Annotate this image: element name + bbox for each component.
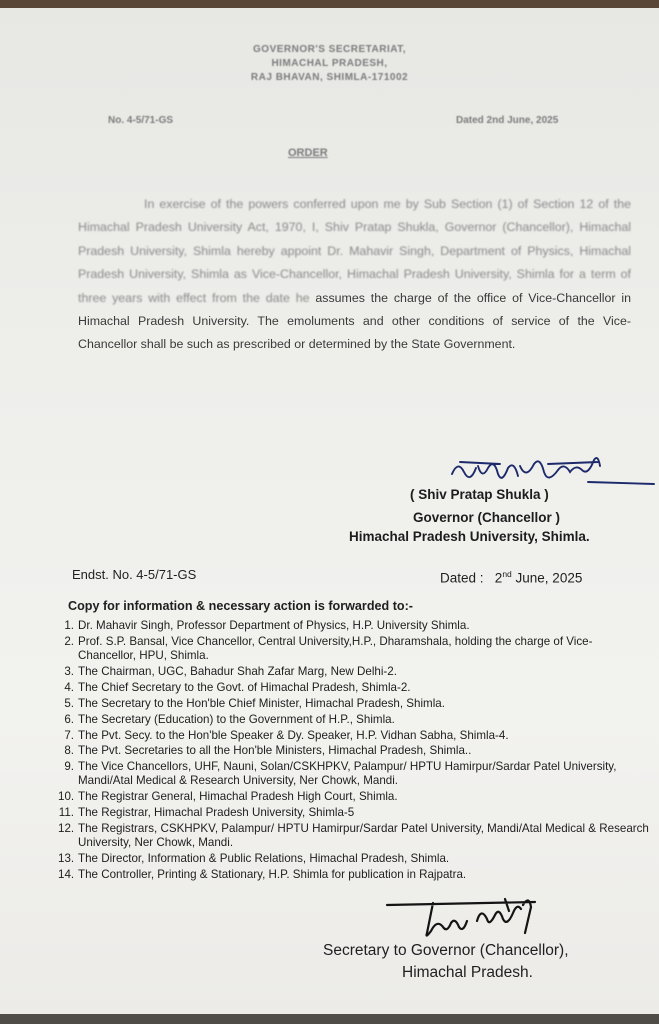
recipient-text: The Controller, Printing & Stationary, H.P. Shimla for publication in Rajpatra. (78, 867, 467, 881)
signatory-name: ( Shiv Pratap Shukla ) (410, 487, 549, 502)
order-date: Dated 2nd June, 2025 (456, 115, 559, 126)
recipient-number: 10. (58, 790, 75, 804)
recipient-number: 11. (58, 806, 74, 820)
letterhead-line-1: GOVERNOR'S SECRETARIAT, (253, 44, 406, 55)
recipient-item (60, 635, 650, 662)
signatory-institution: Himachal Pradesh University, Shimla. (349, 529, 590, 544)
recipient-item (60, 806, 650, 820)
recipient-text: The Director, Information & Public Relations, Himachal Pradesh, Shimla. (78, 851, 450, 865)
recipient-item (60, 697, 650, 711)
recipient-text: The Secretary (Education) to the Government of H.P., Shimla. (78, 712, 395, 726)
recipient-item (60, 744, 650, 758)
recipient-number: 14. (58, 867, 75, 881)
document-page (0, 8, 659, 1014)
order-reference-number: No. 4-5/71-GS (108, 115, 174, 126)
dated-month-year: June, 2025 (511, 570, 583, 586)
recipient-item (60, 822, 650, 849)
order-title: ORDER (288, 147, 328, 159)
recipient-number: 9. (64, 760, 74, 774)
recipient-text: The Vice Chancellors, UHF, Nauni, Solan/CSKHPKV, Palampur/ HPTU Hamirpur/Sardar Patel University, Mandi/Atal Medical & Research University, Ner Chowk, Mandi. (78, 760, 617, 788)
recipient-item (60, 868, 650, 882)
recipient-number: 4. (64, 680, 74, 694)
recipient-number: 7. (64, 728, 74, 742)
endorsement-date (440, 569, 582, 586)
paragraph-clear-text: assumes the charge of the office of Vice-Chancellor in Himachal Pradesh University. The emoluments and other conditions of service of the Vice-Chancellor shall be such as prescribed or determined by the State Government. (78, 290, 631, 352)
recipient-text: The Registrars, CSKHPKV, Palampur/ HPTU Hamirpur/Sardar Patel University, Mandi/Atal Medical & Research University, Ner Chowk, Mandi. (78, 822, 649, 849)
recipient-item (60, 852, 650, 866)
recipient-text: The Chief Secretary to the Govt. of Himachal Pradesh, Shimla-2. (78, 680, 411, 694)
recipient-text: Dr. Mahavir Singh, Professor Department of Physics, H.P. University Shimla. (78, 619, 470, 632)
recipient-number: 1. (64, 619, 74, 632)
recipient-item (60, 729, 650, 743)
recipient-text: The Pvt. Secy. to the Hon'ble Speaker & Dy. Speaker, H.P. Vidhan Sabha, Shimla-4. (78, 728, 509, 742)
secretary-signature (385, 893, 565, 948)
paragraph-faint-text: In exercise of the powers conferred upon me by Sub Section (1) of Section 12 of the Himachal Pradesh University Act, 1970, I, Shiv Pratap Shukla, Governor (Chancellor), Himachal Pradesh University, Shimla hereby appoint Dr. Mahavir Singh, Department of Physics, Himachal Pradesh University, Shimla as Vice-Chancellor, Himachal Pradesh University, Shimla for a term of three years with effect from the date he (78, 197, 631, 305)
recipient-number: 8. (64, 744, 74, 758)
photo-top-edge (0, 0, 659, 8)
recipient-number: 13. (58, 851, 75, 865)
recipients-list (60, 619, 650, 884)
order-paragraph (78, 193, 631, 357)
recipient-number: 6. (64, 712, 74, 726)
footer-state: Himachal Pradesh. (402, 964, 533, 981)
photo-bottom-edge (0, 1014, 659, 1024)
recipient-text: Prof. S.P. Bansal, Vice Chancellor, Central University,H.P., Dharamshala, holding the charge of Vice-Chancellor, HPU, Shimla. (78, 634, 593, 662)
dated-label: Dated : (440, 570, 484, 586)
signatory-designation: Governor (Chancellor ) (413, 510, 561, 525)
recipient-text: The Chairman, UGC, Bahadur Shah Zafar Marg, New Delhi-2. (78, 664, 397, 678)
recipient-number: 2. (64, 634, 74, 648)
recipient-text: The Secretary to the Hon'ble Chief Minister, Himachal Pradesh, Shimla. (78, 696, 445, 710)
letterhead-line-3: RAJ BHAVAN, SHIMLA-171002 (250, 72, 409, 83)
recipient-item (60, 760, 650, 787)
footer-designation: Secretary to Governor (Chancellor), (323, 942, 569, 959)
recipient-item (60, 665, 650, 679)
dated-day: 2 (494, 570, 503, 586)
recipient-text: The Registrar General, Himachal Pradesh High Court, Shimla. (78, 790, 398, 804)
copy-forwarded-heading: Copy for information & necessary action is forwarded to:- (68, 599, 413, 613)
recipient-number: 12. (58, 822, 75, 836)
recipient-item (60, 619, 650, 633)
recipient-number: 3. (64, 664, 74, 678)
recipient-number: 5. (64, 696, 74, 710)
endorsement-number: Endst. No. 4-5/71-GS (72, 567, 197, 582)
recipient-text: The Registrar, Himachal Pradesh University, Shimla-5 (78, 806, 355, 820)
letterhead-line-2: HIMACHAL PRADESH, (271, 58, 388, 69)
recipient-text: The Pvt. Secretaries to all the Hon'ble Ministers, Himachal Pradesh, Shimla.. (78, 744, 472, 758)
recipient-item (60, 681, 650, 695)
recipient-item (60, 713, 650, 727)
recipient-item (60, 790, 650, 804)
dated-suffix: nd (502, 569, 512, 579)
